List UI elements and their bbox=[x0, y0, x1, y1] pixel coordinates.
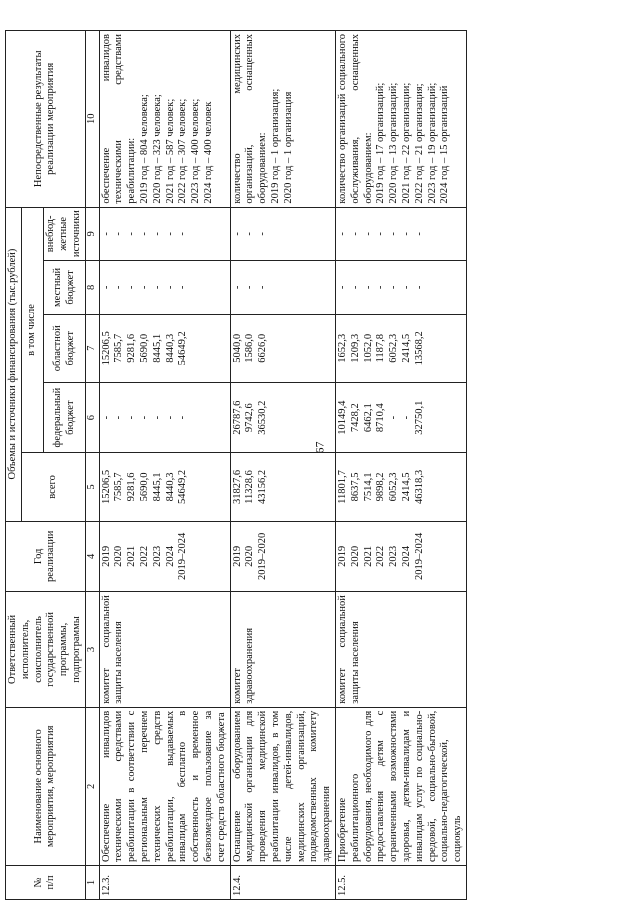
cell-extra bbox=[230, 207, 335, 261]
regional-value: 13568,2 bbox=[413, 331, 425, 366]
local-value: - bbox=[151, 285, 163, 290]
years-value: 2020 bbox=[113, 545, 125, 567]
result-line: обеспечение инвалидов техническими средствами реабилитации: bbox=[100, 34, 138, 204]
federal-value: 6462,1 bbox=[362, 403, 374, 433]
local-value: - bbox=[244, 285, 256, 290]
cell-federal bbox=[230, 382, 335, 453]
total-value: 9281,6 bbox=[126, 472, 138, 502]
result-line: 2020 год – 1 организация bbox=[282, 91, 294, 204]
col-number: 2 bbox=[85, 707, 99, 865]
total-value: 43156,2 bbox=[257, 469, 269, 505]
col-number: 9 bbox=[85, 207, 99, 261]
extra-value: - bbox=[138, 232, 150, 236]
regional-value: 6052,3 bbox=[388, 333, 400, 363]
years-value: 2019 bbox=[100, 545, 112, 567]
federal-value: - bbox=[400, 415, 412, 420]
total-value: 11801,7 bbox=[336, 470, 348, 504]
extra-value: - bbox=[244, 232, 256, 236]
program-table bbox=[5, 30, 467, 900]
years-value: 2023 bbox=[388, 545, 400, 567]
regional-value: 1187,8 bbox=[375, 334, 387, 363]
cell-total bbox=[230, 453, 335, 521]
federal-value: - bbox=[151, 415, 163, 420]
extra-value: - bbox=[113, 232, 125, 236]
table-row bbox=[335, 31, 466, 900]
local-value: - bbox=[413, 285, 425, 290]
extra-value: - bbox=[177, 232, 189, 236]
regional-value: 1586,0 bbox=[244, 333, 256, 363]
years-value: 2021 bbox=[362, 545, 374, 567]
result-line: 2023 год – 400 человек; bbox=[190, 98, 202, 204]
header-federal: федеральный бюджет bbox=[44, 382, 85, 453]
years-value: 2022 bbox=[375, 545, 387, 567]
row-number: 12.5. bbox=[335, 865, 466, 899]
local-value: - bbox=[336, 285, 348, 290]
header-local: местный бюджет bbox=[44, 261, 85, 315]
table-row bbox=[230, 31, 335, 900]
total-value: 8637,5 bbox=[349, 472, 361, 502]
cell-local bbox=[99, 261, 230, 315]
col-number: 7 bbox=[85, 314, 99, 382]
regional-value: 6626,0 bbox=[257, 333, 269, 363]
result-description bbox=[230, 31, 335, 208]
total-value: 46318,3 bbox=[413, 469, 425, 505]
cell-years bbox=[99, 521, 230, 592]
extra-value: - bbox=[362, 232, 374, 236]
total-value: 8440,3 bbox=[164, 472, 176, 502]
local-value: - bbox=[164, 285, 176, 290]
header-name: Наименование основного мероприятия, мероприятия bbox=[6, 707, 86, 865]
local-value: - bbox=[126, 285, 138, 290]
extra-value: - bbox=[336, 232, 348, 236]
extra-value: - bbox=[375, 232, 387, 236]
years-value: 2024 bbox=[164, 545, 176, 567]
responsible-executor: комитет социальной защиты населения bbox=[99, 592, 230, 708]
cell-local bbox=[230, 261, 335, 315]
total-value: 7585,7 bbox=[113, 472, 125, 502]
years-value: 2019 bbox=[231, 545, 243, 567]
regional-value: 15206,5 bbox=[100, 331, 112, 366]
total-value: 5690,0 bbox=[138, 472, 150, 502]
page-number: 67 bbox=[312, 441, 327, 454]
table-row bbox=[99, 31, 230, 900]
federal-value: - bbox=[126, 415, 138, 420]
total-value: 7514,1 bbox=[362, 472, 374, 502]
col-number: 4 bbox=[85, 521, 99, 592]
regional-value: 9281,6 bbox=[126, 333, 138, 363]
cell-years bbox=[230, 521, 335, 592]
years-value: 2021 bbox=[126, 545, 138, 567]
regional-value: 1209,3 bbox=[349, 333, 361, 363]
local-value: - bbox=[375, 285, 387, 290]
row-number: 12.3. bbox=[99, 865, 230, 899]
result-line: 2019 год – 17 организаций; bbox=[375, 82, 387, 204]
extra-value: - bbox=[349, 232, 361, 236]
total-value: 31827,6 bbox=[231, 469, 243, 505]
total-value: 2414,5 bbox=[400, 472, 412, 502]
header-responsible: Ответственный исполнитель, соисполнитель государственной программы, подпрограммы bbox=[6, 592, 86, 708]
total-value: 11328,6 bbox=[244, 470, 256, 504]
local-value: - bbox=[177, 285, 189, 290]
result-line: 2024 год – 400 человек bbox=[202, 101, 214, 204]
years-value: 2019–2024 bbox=[413, 532, 425, 580]
result-description bbox=[335, 31, 466, 208]
regional-value: 7585,7 bbox=[113, 333, 125, 363]
regional-value: 8445,1 bbox=[151, 333, 163, 363]
total-value: 6052,3 bbox=[388, 472, 400, 502]
header-including: в том числе bbox=[21, 207, 44, 453]
result-line: 2021 год – 22 организации; bbox=[400, 82, 412, 204]
cell-regional bbox=[99, 314, 230, 382]
local-value: - bbox=[362, 285, 374, 290]
cell-federal bbox=[335, 382, 466, 453]
federal-value: - bbox=[177, 415, 189, 420]
col-number: 3 bbox=[85, 592, 99, 708]
federal-value: 32750,1 bbox=[413, 400, 425, 435]
result-line: 2022 год – 307 человек; bbox=[177, 98, 189, 204]
federal-value: - bbox=[100, 415, 112, 420]
cell-total bbox=[335, 453, 466, 521]
result-line: количество медицинских организаций, оснащенных оборудованием: bbox=[231, 34, 269, 204]
extra-value: - bbox=[100, 232, 112, 236]
row-number: 12.4. bbox=[230, 865, 335, 899]
result-line: 2021 год – 587 человек; bbox=[164, 98, 176, 204]
years-value: 2024 bbox=[400, 545, 412, 567]
result-line: 2019 год – 1 организация; bbox=[269, 88, 281, 204]
col-number: 5 bbox=[85, 453, 99, 521]
federal-value: 36530,2 bbox=[257, 400, 269, 435]
result-line: 2023 год – 19 организаций; bbox=[426, 82, 438, 204]
header-n: № п/п bbox=[6, 865, 86, 899]
cell-regional bbox=[335, 314, 466, 382]
extra-value: - bbox=[388, 232, 400, 236]
federal-value: - bbox=[388, 415, 400, 420]
cell-extra bbox=[99, 207, 230, 261]
federal-value: 9742,6 bbox=[244, 403, 256, 433]
col-number: 10 bbox=[85, 31, 99, 208]
regional-value: 1052,0 bbox=[362, 333, 374, 363]
federal-value: 8710,4 bbox=[375, 403, 387, 433]
local-value: - bbox=[113, 285, 125, 290]
result-line: 2020 год – 323 человека; bbox=[151, 94, 163, 204]
extra-value: - bbox=[164, 232, 176, 236]
header-total: всего bbox=[21, 453, 85, 521]
regional-value: 5690,0 bbox=[138, 333, 150, 363]
regional-value: 5040,0 bbox=[231, 333, 243, 363]
regional-value: 1652,3 bbox=[336, 333, 348, 363]
regional-value: 54649,2 bbox=[177, 331, 189, 366]
measure-name: Оснащение оборудованием медицинской организации для проведения медицинской реабилитации инвалидов, в том числе детей-инвалидов, медицинских организаций, подведомственных комитету здравоохранения bbox=[230, 707, 335, 865]
local-value: - bbox=[257, 285, 269, 290]
years-value: 2020 bbox=[244, 545, 256, 567]
years-value: 2019–2024 bbox=[177, 532, 189, 580]
years-value: 2019–2020 bbox=[257, 532, 269, 580]
years-value: 2019 bbox=[336, 545, 348, 567]
total-value: 15206,5 bbox=[100, 469, 112, 505]
federal-value: 26787,6 bbox=[231, 400, 243, 435]
local-value: - bbox=[400, 285, 412, 290]
cell-local bbox=[335, 261, 466, 315]
extra-value: - bbox=[257, 232, 269, 236]
cell-regional bbox=[230, 314, 335, 382]
federal-value: - bbox=[164, 415, 176, 420]
total-value: 8445,1 bbox=[151, 472, 163, 502]
federal-value: 10149,4 bbox=[336, 400, 348, 435]
rotated-table-sheet bbox=[5, 30, 475, 900]
result-description bbox=[99, 31, 230, 208]
cell-total bbox=[99, 453, 230, 521]
federal-value: 7428,2 bbox=[349, 403, 361, 433]
federal-value: - bbox=[113, 415, 125, 420]
extra-value: - bbox=[126, 232, 138, 236]
header-extrabudget: внебюд-жетные источники bbox=[44, 207, 85, 261]
result-line: 2024 год – 15 организаций bbox=[439, 85, 451, 204]
responsible-executor: комитет социальной защиты населения bbox=[335, 592, 466, 708]
regional-value: 8440,3 bbox=[164, 333, 176, 363]
cell-years bbox=[335, 521, 466, 592]
responsible-executor: комитет здравоохранения bbox=[230, 592, 335, 708]
local-value: - bbox=[349, 285, 361, 290]
col-number: 1 bbox=[85, 865, 99, 899]
header-regional: областной бюджет bbox=[44, 314, 85, 382]
result-line: 2022 год – 21 организация; bbox=[413, 83, 425, 204]
years-value: 2022 bbox=[138, 545, 150, 567]
total-value: 54649,2 bbox=[177, 469, 189, 505]
local-value: - bbox=[100, 285, 112, 290]
result-line: 2020 год – 13 организаций; bbox=[388, 82, 400, 204]
table-body bbox=[99, 31, 466, 900]
local-value: - bbox=[231, 285, 243, 290]
result-line: 2019 год – 804 человека; bbox=[138, 94, 150, 204]
total-value: 9898,2 bbox=[375, 472, 387, 502]
cell-federal bbox=[99, 382, 230, 453]
header-funding: Объемы и источники финансирования (тыс.рублей) bbox=[6, 207, 22, 521]
regional-value: 2414,5 bbox=[400, 333, 412, 363]
local-value: - bbox=[138, 285, 150, 290]
extra-value: - bbox=[413, 232, 425, 236]
measure-name: Обеспечение инвалидов техническими средствами реабилитации в соответствии с региональным перечнем технических средств реабилитации, выдаваемых инвалидам бесплатно в собственность и временное безвозмездное пользование за счет средств областного бюджета bbox=[99, 707, 230, 865]
col-number: 6 bbox=[85, 382, 99, 453]
header-year: Год реализации bbox=[6, 521, 86, 592]
local-value: - bbox=[388, 285, 400, 290]
cell-extra bbox=[335, 207, 466, 261]
extra-value: - bbox=[400, 232, 412, 236]
result-line: количество организаций социального обслуживания, оснащенных оборудованием: bbox=[336, 34, 374, 204]
federal-value: - bbox=[138, 415, 150, 420]
years-value: 2020 bbox=[349, 545, 361, 567]
measure-name: Приобретение реабилитационного оборудования, необходимого для предоставления детям с ограниченными возможностями здоровья, детям-инвалидам и инвалидам услуг по социально-средовой, социально-бытовой, социально-педагогической, социокуль bbox=[335, 707, 466, 865]
years-value: 2023 bbox=[151, 545, 163, 567]
extra-value: - bbox=[151, 232, 163, 236]
column-number-row bbox=[85, 31, 99, 900]
extra-value: - bbox=[231, 232, 243, 236]
header-results: Непосредственные результаты реализации мероприятия bbox=[6, 31, 86, 208]
col-number: 8 bbox=[85, 261, 99, 315]
